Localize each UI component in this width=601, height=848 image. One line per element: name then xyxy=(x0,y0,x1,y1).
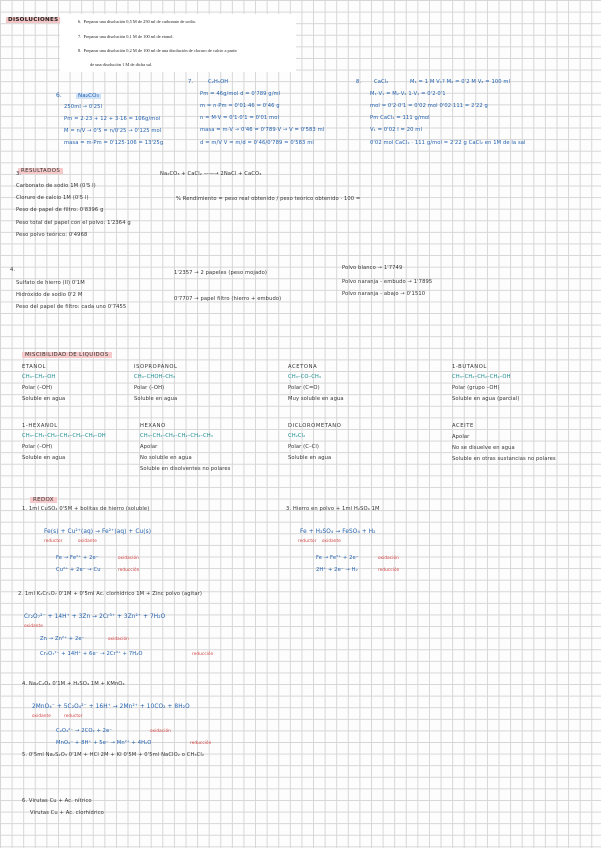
redox-number: 1. xyxy=(22,506,28,512)
redox1-title xyxy=(22,506,149,512)
ex7-line: m = n·Pm = 0'01·46 = 0'46 g xyxy=(200,103,280,109)
liquid-formula: CH₃–CH₂–CH₂–CH₂–OH xyxy=(452,374,511,380)
ex7-line: masa = m·V → 0'46 = 0'789·V → V = 0'583 ml xyxy=(200,127,325,133)
redox2-half-tag: oxidación xyxy=(108,636,129,641)
liquid-card xyxy=(452,364,519,402)
redox4-half-tag: oxidación xyxy=(150,728,171,733)
ex7-line: Pm = 46g/mol d = 0'789 g/ml xyxy=(200,91,281,97)
res4-right: Polvo naranja - abajo → 0'1510 xyxy=(342,291,426,297)
res4-right: Polvo naranja - embudo → 1'7895 xyxy=(342,279,433,285)
redox2-half-tag: reducción xyxy=(192,651,214,656)
liquid-prop: No soluble en agua xyxy=(140,455,192,461)
redox2-equation: Cr₂O₇²⁻ + 14H⁺ + 3Zn → 2Cr³⁺ + 3Zn²⁺ + 7H₂O xyxy=(24,614,166,620)
redox-title-text: Na₂C₂O₄ 0'1M + H₂SO₄ 1M + KMnO₄ xyxy=(28,681,125,687)
ex8-number: 8. xyxy=(356,79,362,85)
res4-right: Polvo blanco → 1'7749 xyxy=(342,265,403,271)
redox1-half: Fe → Fe²⁺ + 2e⁻ xyxy=(56,555,99,561)
redox-title-text: 0'5ml Na₂S₂O₃ 0'1M + HCl 2M + KI 0'5M + 0'5ml NaClO₂ o CH₃Cl₂ xyxy=(28,752,205,758)
liquid-name: ISOPROPANOL xyxy=(134,364,178,370)
liquid-name: ACETONA xyxy=(288,364,318,370)
liquid-prop: Soluble en agua (parcial) xyxy=(452,396,520,402)
ex6-formula: Na₂CO₃ xyxy=(78,93,100,99)
redox4-half: C₂O₄²⁻ → 2CO₂ + 2e⁻ xyxy=(56,728,113,734)
liquid-card xyxy=(288,423,341,461)
res3-number: 3. xyxy=(16,171,22,177)
redox3-tag: oxidante xyxy=(322,538,341,543)
redox4-half-tag: reducción xyxy=(190,740,212,745)
redox-title-text: Virutas Cu + Ac. nítrico xyxy=(28,798,92,804)
redox5-title xyxy=(22,752,204,758)
redox3-title xyxy=(286,506,380,512)
list-text: de una disolución 1 M de dicha sal. xyxy=(90,62,153,67)
ex8-formula: CaCl₂ xyxy=(374,79,389,85)
ex8-line: Pm CaCl₂ = 111 g/mol xyxy=(370,115,430,121)
liquid-card xyxy=(452,423,556,462)
redox-number: 5. xyxy=(22,752,28,758)
ex7-number: 7. xyxy=(188,79,194,85)
redox-number: 6. xyxy=(22,798,28,804)
liquid-formula: CH₂Cl₂ xyxy=(288,433,306,439)
redox-title-text: 1ml CuSO₄ 0'5M + bolitas de hierro (soluble) xyxy=(28,506,150,512)
redox3-half: 2H⁺ + 2e⁻ → H₂ xyxy=(316,567,358,573)
redox4-tag: reductor xyxy=(64,713,83,718)
liquid-prop: Muy soluble en agua xyxy=(288,396,344,402)
redox6-line: Virutas Cu + Ac. clorhídrico xyxy=(30,810,104,816)
redox2-half: Cr₂O₇²⁻ + 14H⁺ + 6e⁻ → 2Cr³⁺ + 7H₂O xyxy=(40,651,143,657)
liquid-prop: Polar (–OH) xyxy=(22,444,53,450)
redox6-line xyxy=(22,798,92,804)
res3-reaction: Na₂CO₃ + CaCl₂ ——→ 2NaCl + CaCO₃ xyxy=(160,171,262,177)
liquid-formula: CH₃–CH₂–OH xyxy=(22,374,56,380)
redox4-half: MnO₄⁻ + 8H⁺ + 5e⁻ → Mn²⁺ + 4H₂O xyxy=(56,740,152,746)
ex7-line: d = m/V V = m/d = 0'46/0'789 = 0'583 ml xyxy=(200,140,314,146)
liquid-prop: Polar (grupo –OH) xyxy=(452,385,500,391)
redox3-equation: Fe + H₂SO₄ → FeSO₄ + H₂ xyxy=(300,529,376,535)
redox4-tag: oxidante xyxy=(32,713,51,718)
list-text: Preparar una disolución 0,2 M de 100 ml de una disolución de cloruro de calcio a partir xyxy=(83,48,238,53)
liquid-prop: Soluble en agua xyxy=(288,455,332,461)
redox3-half-tag: oxidación xyxy=(378,555,399,560)
redox4-equation: 2MnO₄⁻ + 5C₂O₄²⁻ + 16H⁺ → 2Mn²⁺ + 10CO₂ + 8H₂O xyxy=(32,704,190,710)
ex8-line: 0'02 mol CaCl₂ · 111 g/mol = 2'22 g CaCl₂ en 1M de la sal xyxy=(370,140,526,146)
redox1-half-tag: oxidación xyxy=(118,555,139,560)
res4-line: Peso del papel de filtro: cada uno 0'7455 xyxy=(16,304,127,310)
liquid-prop: Polar (C–Cl) xyxy=(288,444,320,450)
redox3-half: Fe → Fe²⁺ + 2e⁻ xyxy=(316,555,359,561)
resultados-heading: RESULTADOS xyxy=(18,157,63,176)
redox-title-text: 1ml K₂Cr₂O₇ 0'1M + 0'5ml Ac. clorhídrico 1M + Zinc polvo (agitar) xyxy=(24,591,202,597)
liquid-name: ETANOL xyxy=(22,364,47,370)
ex6-line: M = n/V → 0'5 = n/0'25 → 0'125 mol xyxy=(64,128,162,134)
printed-instructions xyxy=(60,14,296,72)
ex7-formula: C₂H₅OH xyxy=(208,79,229,85)
ex6-line: 250ml → 0'25l xyxy=(64,104,103,110)
ex8-line: V₁ = 0'02 l = 20 ml xyxy=(370,127,422,133)
list-number: 6. xyxy=(78,19,82,24)
redox-number: 2. xyxy=(18,591,24,597)
liquid-name: HEXANO xyxy=(140,423,166,429)
ex6-line: masa = m·Pm = 0'125·106 = 13'25g xyxy=(64,140,164,146)
redox-heading: REDOX xyxy=(30,486,57,505)
redox1-equation: Fe(s) + Cu²⁺(aq) → Fe²⁺(aq) + Cu(s) xyxy=(44,529,152,535)
ex8-header: M₁ = 1 M V₁? M₂ = 0'2 M V₂ = 100 ml xyxy=(410,79,511,85)
redox1-half-tag: reducción xyxy=(118,567,140,572)
liquid-formula: CH₃–CO–CH₃ xyxy=(288,374,322,380)
redox2-title xyxy=(18,591,202,597)
redox1-tag: oxidante xyxy=(78,538,97,543)
liquid-prop: Soluble en otras sustancias no polares xyxy=(452,456,556,462)
liquid-prop: Soluble en agua xyxy=(22,396,66,402)
liquid-formula: CH₃–CHOH–CH₃ xyxy=(134,374,176,380)
redox-number: 3. xyxy=(286,506,292,512)
liquid-formula: CH₃–CH₂–CH₂–CH₂–CH₂–CH₂–OH xyxy=(22,433,106,439)
redox2-half: Zn → Zn²⁺ + 2e⁻ xyxy=(40,636,85,642)
ex8-line: M₁·V₁ = M₂·V₂ 1·V₁ = 0'2·0'1 xyxy=(370,91,446,97)
res4-line: Hidróxido de sodio 0'2 M xyxy=(16,292,83,298)
res4-mid: 0'7707 → papel filtro (hierro + embudo) xyxy=(174,296,282,302)
ex6-number: 6. xyxy=(56,92,62,99)
res4-mid: 1'2357 → 2 papeles (peso mojado) xyxy=(174,270,268,276)
miscibilidad-heading: MISCIBILIDAD DE LIQUIDOS xyxy=(22,341,112,360)
res3-line: Cloruro de calcio 1M (0'5 l) xyxy=(16,195,89,201)
list-number: 8. xyxy=(78,48,82,53)
redox3-tag: reductor xyxy=(298,538,317,543)
redox-title-text: Hierro en polvo + 1ml H₂SO₄ 1M xyxy=(292,506,380,512)
res4-line: Sulfato de hierro (II) 0'1M xyxy=(16,280,85,286)
liquid-prop: Soluble en agua xyxy=(134,396,178,402)
res4-number: 4. xyxy=(10,267,16,273)
redox4-title xyxy=(22,681,125,687)
liquid-formula: CH₃–CH₂–CH₂–CH₂–CH₂–CH₃ xyxy=(140,433,213,439)
page-title: DISOLUCIONES xyxy=(8,17,59,23)
liquid-card xyxy=(22,423,106,461)
redox1-half: Cu²⁺ + 2e⁻ → Cu xyxy=(56,567,101,573)
ex7-line: n = M·V = 0'1·0'1 = 0'01 mol xyxy=(200,115,280,121)
liquid-prop: No se disuelve en agua xyxy=(452,445,515,451)
liquid-prop: Polar (C=O) xyxy=(288,385,320,391)
res3-line: Peso de papel de filtro: 0'8396 g xyxy=(16,207,104,213)
liquid-prop: Apolar xyxy=(452,434,470,440)
liquid-card xyxy=(288,364,344,402)
liquid-prop: Apolar xyxy=(140,444,158,450)
redox2-tag: oxidante xyxy=(24,623,43,628)
res3-line: Peso total del papel con el polvo: 1'2364 g xyxy=(16,220,131,226)
liquid-name: DICLOROMETANO xyxy=(288,423,342,429)
redox-number: 4. xyxy=(22,681,28,687)
liquid-name: 1-BUTANOL xyxy=(452,364,487,370)
redox3-half-tag: reducción xyxy=(378,567,400,572)
list-text: Preparar una disolución 0,1 M de 100 ml de etanol. xyxy=(83,34,174,39)
liquid-card xyxy=(22,364,65,402)
ex8-line: mol = 0'2·0'1 = 0'02 mol 0'02·111 = 2'22 g xyxy=(370,103,488,109)
ex6-line: Pm = 2·23 + 12 + 3·16 = 106g/mol xyxy=(64,116,161,122)
redox1-tag: reductor xyxy=(44,538,63,543)
liquid-card xyxy=(134,364,178,402)
liquid-card xyxy=(140,423,231,472)
liquid-prop: Polar (–OH) xyxy=(22,385,53,391)
liquid-prop: Soluble en disolventes no polares xyxy=(140,466,231,472)
liquid-name: 1-HEXANOL xyxy=(22,423,58,429)
liquid-name: ACEITE xyxy=(452,423,474,429)
res3-line: Peso polvo teórico: 0'4968 xyxy=(16,232,88,238)
liquid-prop: Polar (–OH) xyxy=(134,385,165,391)
res3-line: Carbonato de sodio 1M (0'5 l) xyxy=(16,183,96,189)
list-text: Preparar una disolución 0,5 M de 250 ml de carbonato de sodio. xyxy=(83,19,197,24)
liquid-prop: Soluble en agua xyxy=(22,455,66,461)
res3-rendimiento: % Rendimiento = peso real obtenido / peso teórico obtenido · 100 = xyxy=(176,196,361,202)
list-number: 7. xyxy=(78,34,82,39)
